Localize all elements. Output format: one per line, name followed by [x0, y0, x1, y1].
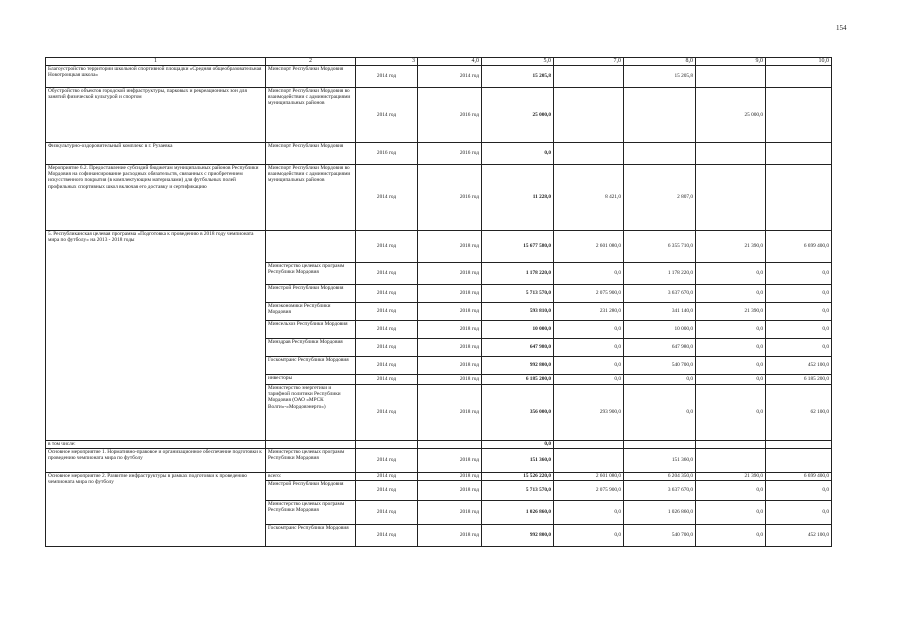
table-cell: 0,0: [696, 501, 766, 525]
table-cell: 992 800,0: [482, 525, 554, 547]
table-cell: 25 000,0: [696, 88, 766, 143]
table-cell: 0,0: [696, 321, 766, 339]
table-cell: 2014 год: [356, 525, 418, 547]
table-cell: 2014 год: [356, 285, 418, 303]
table-cell: всего:: [266, 473, 356, 481]
table-cell: [266, 231, 356, 263]
table-cell: 15 205,8: [482, 66, 554, 88]
table-cell: 3: [356, 58, 418, 66]
table-cell: 2018 год: [418, 525, 482, 547]
table-cell: 4,0: [418, 58, 482, 66]
table-cell: 2014 год: [356, 357, 418, 375]
table-cell: 0,0: [696, 285, 766, 303]
table-row: [46, 441, 832, 449]
table-cell: 2018 год: [418, 473, 482, 481]
table-cell: 2 075 900,0: [554, 285, 624, 303]
table-cell: 2014 год: [356, 481, 418, 501]
table-cell: 0,0: [766, 501, 832, 525]
table-cell: 2014 год: [356, 66, 418, 88]
table-cell: 2014 год: [356, 473, 418, 481]
table-cell: Министерство целевых программ Республики Мордовия: [266, 449, 356, 473]
table-cell: 2014 год: [356, 88, 418, 143]
program-row: [46, 231, 832, 263]
table-cell: [554, 66, 624, 88]
table-cell: 21 390,0: [696, 303, 766, 321]
table-row: [46, 473, 832, 481]
table-cell: 1: [46, 58, 266, 66]
table-cell: [696, 449, 766, 473]
table-cell: 0,0: [696, 357, 766, 375]
table-cell: 1 026 860,0: [624, 501, 696, 525]
table-cell: 11 228,0: [482, 165, 554, 231]
table-cell: Минстрой Республики Мордовия: [266, 481, 356, 501]
table-cell: 2014 год: [356, 165, 418, 231]
table-cell: 2014 год: [356, 303, 418, 321]
table-cell: 1 178 220,0: [482, 263, 554, 285]
table-cell: 540 700,0: [624, 525, 696, 547]
table-cell: [554, 88, 624, 143]
table-cell: 1 026 860,0: [482, 501, 554, 525]
table-cell: 0,0: [696, 263, 766, 285]
table-cell: 6 204 350,0: [624, 473, 696, 481]
table-cell: 2018 год: [418, 501, 482, 525]
table-cell: [766, 449, 832, 473]
table-cell: 2018 год: [418, 375, 482, 385]
table-cell: 2 601 080,0: [554, 473, 624, 481]
table-cell: Основное мероприятие 1. Нормативно-правовое и организационное обеспечение подготовки к проведению чемпионата мира по футболу: [46, 449, 266, 473]
table-cell: 992 800,0: [482, 357, 554, 375]
table-cell: [696, 66, 766, 88]
table-cell: 2016 год: [418, 165, 482, 231]
table-cell: 0,0: [696, 375, 766, 385]
table-cell: 2014 год: [356, 231, 418, 263]
table-cell: [696, 441, 766, 449]
table-cell: 0,0: [482, 143, 554, 165]
table-cell: Мероприятие 6.2. Предоставление субсидий бюджетам муниципальных районов Республики Мордовия на софинансирование расходных обязательств, связанных с приобретением искусственного покрытия (в комплектующим материалами) для футбольных полей профильных спортивных школ включая его доставку и сертификацию: [46, 165, 266, 231]
table-cell: [766, 441, 832, 449]
table-cell: 2018 год: [418, 339, 482, 357]
table-cell: [766, 143, 832, 165]
table-cell: [418, 441, 482, 449]
table-cell: 10 000,0: [482, 321, 554, 339]
table-cell: 452 100,0: [766, 525, 832, 547]
table-cell: 231 280,0: [554, 303, 624, 321]
table-cell: 9,0: [696, 58, 766, 66]
table-cell: 2 075 900,0: [554, 481, 624, 501]
table-cell: [356, 441, 418, 449]
table-cell: 3 637 670,0: [624, 481, 696, 501]
table-cell: 0,0: [624, 385, 696, 441]
table-cell: 21 390,0: [696, 473, 766, 481]
table-cell: 2 601 080,0: [554, 231, 624, 263]
table-cell: 6 185 200,0: [482, 375, 554, 385]
table-cell: 2018 год: [418, 357, 482, 375]
table-cell: 0,0: [554, 375, 624, 385]
table-cell: 2018 год: [418, 285, 482, 303]
table-cell: 0,0: [766, 285, 832, 303]
table-cell: 2 807,0: [624, 165, 696, 231]
table-cell: 2018 год: [418, 321, 482, 339]
table-cell: 0,0: [696, 385, 766, 441]
table-cell: 2014 год: [356, 501, 418, 525]
table-cell: [696, 165, 766, 231]
table-cell: Благоустройство территории школьной спортивной площадки «Средняя общеобразовательная Новотроицкая школа»: [46, 66, 266, 88]
budget-table: [45, 57, 832, 547]
table-cell: 2014 год: [356, 339, 418, 357]
table-cell: 0,0: [696, 525, 766, 547]
table-cell: 293 900,0: [554, 385, 624, 441]
table-cell: 2014 год: [356, 263, 418, 285]
table-cell: Минстрой Республики Мордовия: [266, 285, 356, 303]
table-cell: 0,0: [554, 263, 624, 285]
table-cell: 2018 год: [418, 481, 482, 501]
table-cell: 0,0: [766, 263, 832, 285]
table-cell: 5 713 570,0: [482, 481, 554, 501]
table-cell: 15 526 220,0: [482, 473, 554, 481]
table-cell: 2018 год: [418, 303, 482, 321]
table-cell: Основное мероприятие 2. Развитие инфраструктуры в рамках подготовки к проведению чемпионата мира по футболу: [46, 473, 266, 547]
table-cell: [624, 441, 696, 449]
table-cell: 356 000,0: [482, 385, 554, 441]
table-cell: 10 000,0: [624, 321, 696, 339]
table-cell: 341 140,0: [624, 303, 696, 321]
table-cell: 2014 год: [356, 449, 418, 473]
page-number: 154: [836, 24, 847, 32]
table-cell: 6 185 200,0: [766, 375, 832, 385]
table-cell: 15 205,8: [624, 66, 696, 88]
table-cell: 6 699 400,0: [766, 231, 832, 263]
table-cell: 8 421,0: [554, 165, 624, 231]
table-cell: 21 390,0: [696, 231, 766, 263]
table-cell: 2018 год: [418, 263, 482, 285]
table-cell: 5. Республиканская целевая программа «Подготовка к проведению в 2018 году чемпионата мира по футболу» на 2013 - 2018 годы: [46, 231, 266, 441]
table-cell: [266, 441, 356, 449]
table-cell: 2016 год: [418, 88, 482, 143]
table-cell: 6 355 710,0: [624, 231, 696, 263]
header-row: [46, 58, 832, 66]
table-cell: Минспорт Республики Мордовия во взаимодействии с администрациями муниципальных районов: [266, 165, 356, 231]
table-cell: 5 713 570,0: [482, 285, 554, 303]
table-cell: [554, 441, 624, 449]
table-cell: [624, 88, 696, 143]
table-cell: 62 100,0: [766, 385, 832, 441]
table-cell: 0,0: [554, 525, 624, 547]
table-cell: 593 810,0: [482, 303, 554, 321]
table-cell: 0,0: [766, 339, 832, 357]
table-cell: 0,0: [482, 441, 554, 449]
table-cell: 540 700,0: [624, 357, 696, 375]
table-cell: 2: [266, 58, 356, 66]
table-cell: 2018 год: [418, 449, 482, 473]
table-cell: 2016 год: [356, 143, 418, 165]
table-cell: 2018 год: [418, 385, 482, 441]
table-cell: 8,0: [624, 58, 696, 66]
table-cell: 2014 год: [356, 385, 418, 441]
table-cell: Минсельхоз Республики Мордовия: [266, 321, 356, 339]
table-cell: 151 360,0: [624, 449, 696, 473]
table-cell: Обустройство объектов городской инфраструктуры, парковых и рекреационных зон для занятий физической культурой и спортом: [46, 88, 266, 143]
table-cell: Министерство целевых программ Республики Мордовия: [266, 501, 356, 525]
table-cell: 0,0: [554, 501, 624, 525]
table-cell: 2014 год: [418, 66, 482, 88]
table-cell: Госкомтранс Республики Мордовия: [266, 357, 356, 375]
table-cell: 647 980,0: [624, 339, 696, 357]
table-cell: Минспорт Республики Мордовия во взаимодействии с администрациями муниципальных районов: [266, 88, 356, 143]
table-cell: Минэкономики Республики Мордовия: [266, 303, 356, 321]
table-cell: [624, 143, 696, 165]
table-cell: 151 360,0: [482, 449, 554, 473]
table-cell: Минздрав Республики Мордовия: [266, 339, 356, 357]
table-cell: 0,0: [696, 481, 766, 501]
table-cell: 3 637 670,0: [624, 285, 696, 303]
table-cell: Минспорт Республики Мордовия: [266, 143, 356, 165]
table-cell: 0,0: [554, 321, 624, 339]
table-row: [46, 88, 832, 143]
table-cell: 452 100,0: [766, 357, 832, 375]
table-cell: 0,0: [766, 321, 832, 339]
table-cell: Госкомтранс Республики Мордовия: [266, 525, 356, 547]
table-cell: [766, 88, 832, 143]
table-row: [46, 143, 832, 165]
table-row: [46, 66, 832, 88]
table-cell: 0,0: [554, 339, 624, 357]
table-cell: 2014 год: [356, 321, 418, 339]
table-cell: инвесторы: [266, 375, 356, 385]
table-cell: 15 677 580,0: [482, 231, 554, 263]
table-row: [46, 449, 832, 473]
table-cell: Физкультурно-оздоровительный комплекс в г. Рузаевка: [46, 143, 266, 165]
table-cell: 25 000,0: [482, 88, 554, 143]
table-cell: [554, 449, 624, 473]
table-cell: Министерство целевых программ Республики Мордовия: [266, 263, 356, 285]
table-cell: 6 699 400,0: [766, 473, 832, 481]
table-cell: 10,0: [766, 58, 832, 66]
table-cell: 0,0: [766, 481, 832, 501]
table-cell: [766, 66, 832, 88]
table-cell: 2016 год: [418, 143, 482, 165]
table-cell: 7,0: [554, 58, 624, 66]
table-cell: 1 178 220,0: [624, 263, 696, 285]
table-cell: 647 980,0: [482, 339, 554, 357]
table-cell: 5,0: [482, 58, 554, 66]
table-row: [46, 165, 832, 231]
table-cell: Минспорт Республики Мордовия: [266, 66, 356, 88]
table-cell: 2014 год: [356, 375, 418, 385]
table-cell: [696, 143, 766, 165]
table-cell: 2018 год: [418, 231, 482, 263]
table-cell: [766, 165, 832, 231]
table-cell: 0,0: [554, 357, 624, 375]
table-cell: 0,0: [766, 303, 832, 321]
table-cell: Министерство энергетики и тарифной политики Республики Мордовия (ОАО «МРСК Волги»-«Мордовэнерго»): [266, 385, 356, 441]
table-cell: 0,0: [696, 339, 766, 357]
table-cell: в том числе:: [46, 441, 266, 449]
table-cell: 0,0: [624, 375, 696, 385]
table-cell: [554, 143, 624, 165]
